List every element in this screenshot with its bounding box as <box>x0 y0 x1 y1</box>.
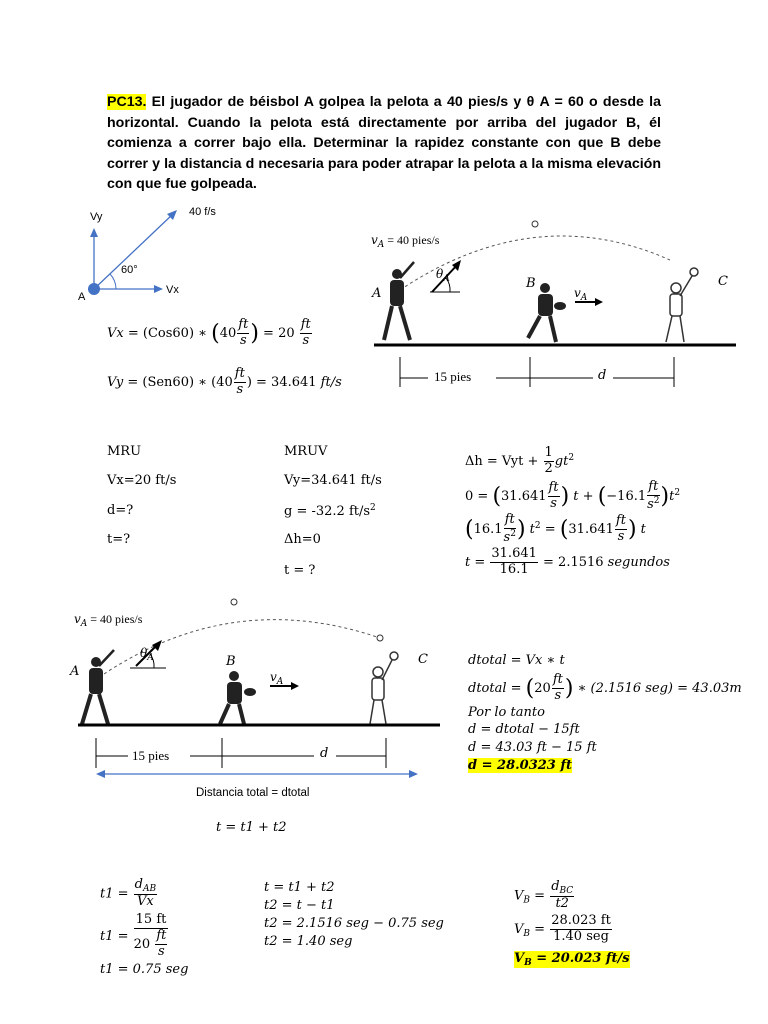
label-b: B <box>226 654 236 669</box>
label-a: A <box>372 286 382 301</box>
dim-15-label: 15 pies <box>434 369 472 384</box>
mruv-dh: Δh=0 <box>284 532 321 547</box>
runner-arrowhead <box>291 682 299 690</box>
label-a: A <box>70 664 80 679</box>
runner-va-label: $v_A$ <box>270 670 284 687</box>
dtotal-calc: dtotal = (20 $\frac{ft}{s}$ ) ∗ (2.1516 seg) = 43.03m <box>468 672 742 703</box>
va-label: $v_A = 40$ pies/s <box>74 612 143 629</box>
d-calc: d = 43.03 ft − 15 ft <box>468 740 597 755</box>
dim-d-label: d <box>320 746 329 761</box>
dim-d-label: d <box>598 368 607 383</box>
baseball-figure-top <box>370 212 740 392</box>
d-result: d = 28.0323 ft <box>468 758 572 773</box>
por-lo-tanto: Por lo tanto <box>468 705 545 720</box>
vb-formula: $V_B$ = $\frac{d_{BC}}{t2}$ <box>514 879 574 912</box>
mruv-t: t = ? <box>284 563 316 578</box>
t1-formula: t1 = $\frac{d_{AB}}{Vx}$ <box>100 877 157 910</box>
theta-label: $\theta_A$ <box>436 267 450 284</box>
dtotal-formula: dtotal = Vx ∗ t <box>468 653 565 668</box>
label-c: C <box>418 652 428 667</box>
batter-a-icon <box>384 262 414 340</box>
rearranged-equation: (16.1 $\frac{ft}{s^2}$ ) $t^2 = (31.641$ $\frac{ft}{s}$ ) t <box>465 512 646 545</box>
angle-arc <box>110 274 116 289</box>
vy-arrowhead <box>90 228 98 237</box>
time-sum: t = t1 + t2 <box>216 820 287 835</box>
mruv-g: g = -32.2 $ft/s^2$ <box>284 503 376 519</box>
total-arrow-right <box>409 770 418 778</box>
t2-l1: t = t1 + t2 <box>264 880 335 895</box>
ball-end-icon <box>377 635 383 641</box>
vy-label: Vy <box>90 211 103 223</box>
dh-equation: Δh = Vyt + $\frac{1}{2}$ $gt^2$ <box>465 445 575 476</box>
label-c: C <box>718 274 728 289</box>
label-b: B <box>526 276 536 291</box>
time-solution: t = $\frac{31.641}{16.1}$ = 2.1516 segundos <box>465 546 670 577</box>
batter-a-icon <box>82 650 114 724</box>
velocity-vector <box>94 214 173 289</box>
angle-label: 60° <box>121 264 138 276</box>
dim-15-label: 15 pies <box>132 748 170 763</box>
catcher-c-icon <box>370 652 398 724</box>
total-distance-label: Distancia total = dtotal <box>196 787 310 799</box>
t1-calc: t1 = 15 ft 20 $\frac{ft}{s}$ <box>100 912 167 959</box>
d-formula: d = dtotal − 15ft <box>468 722 580 737</box>
vb-result: $V_B = 20.023$ ft/s <box>514 951 630 968</box>
vb-calc: $V_B$ = $\frac{28.023 ft}{\text{1.40 seg}}$ <box>514 913 611 944</box>
runner-b-icon <box>528 283 566 342</box>
motion-equation: 0 = (31.641 $\frac{ft}{s}$ ) t + (−16.1 $\frac{ft}{s^2}$ )$t^2$ <box>465 479 681 512</box>
vy-equation: Vy = (Sen60) ∗ (40 $\frac{ft}{s}$ ) = 34.641 ft/s <box>107 366 342 397</box>
t2-l2: t2 = t − t1 <box>264 898 335 913</box>
mru-d: d=? <box>107 503 134 518</box>
vx-arrowhead <box>154 285 163 293</box>
point-a-dot <box>88 283 100 295</box>
vx-equation: Vx = (Cos60) ∗ (40 $\frac{ft}{s}$ ) = 20 $\frac{ft}{s}$ <box>107 317 311 348</box>
total-arrow-left <box>96 770 105 778</box>
catcher-c-icon <box>666 268 698 342</box>
ball-apex-icon <box>532 221 538 227</box>
ball-apex-icon <box>231 599 237 605</box>
mruv-title: MRUV <box>284 444 328 459</box>
runner-b-icon <box>220 671 256 724</box>
t2-l3: t2 = 2.1516 seg − 0.75 seg <box>264 916 444 931</box>
speed-label: 40 f/s <box>189 206 216 218</box>
problem-text: El jugador de béisbol A golpea la pelota a 40 pies/s y θ A = 60 o desde la horizontal. Cuando la pelota está directamente por arriba del jugador B, él comienza a correr bajo ella. Determinar la rapidez constante con que B debe correr y la distancia d necesaria para poder atrapar la pelota a la misma elevación con que fue golpeada. <box>107 94 661 193</box>
point-a-label: A <box>78 291 86 303</box>
theta-label: $\theta_A$ <box>140 646 154 663</box>
t1-result: t1 = 0.75 seg <box>100 962 189 977</box>
problem-tag: PC13. <box>107 94 147 110</box>
mru-title: MRU <box>107 444 142 459</box>
va-label: $v_A = 40$ pies/s <box>371 233 440 250</box>
t2-result: t2 = 1.40 seg <box>264 934 353 949</box>
mruv-vy: Vy=34.641 ft/s <box>284 473 382 488</box>
baseball-figure-bottom <box>70 596 444 806</box>
vx-label: Vx <box>166 284 179 296</box>
mru-vx: Vx=20 ft/s <box>107 473 177 488</box>
mru-t: t=? <box>107 532 131 547</box>
runner-arrowhead <box>595 298 603 306</box>
problem-statement <box>107 92 661 195</box>
runner-va-label: $v_A$ <box>574 286 588 303</box>
